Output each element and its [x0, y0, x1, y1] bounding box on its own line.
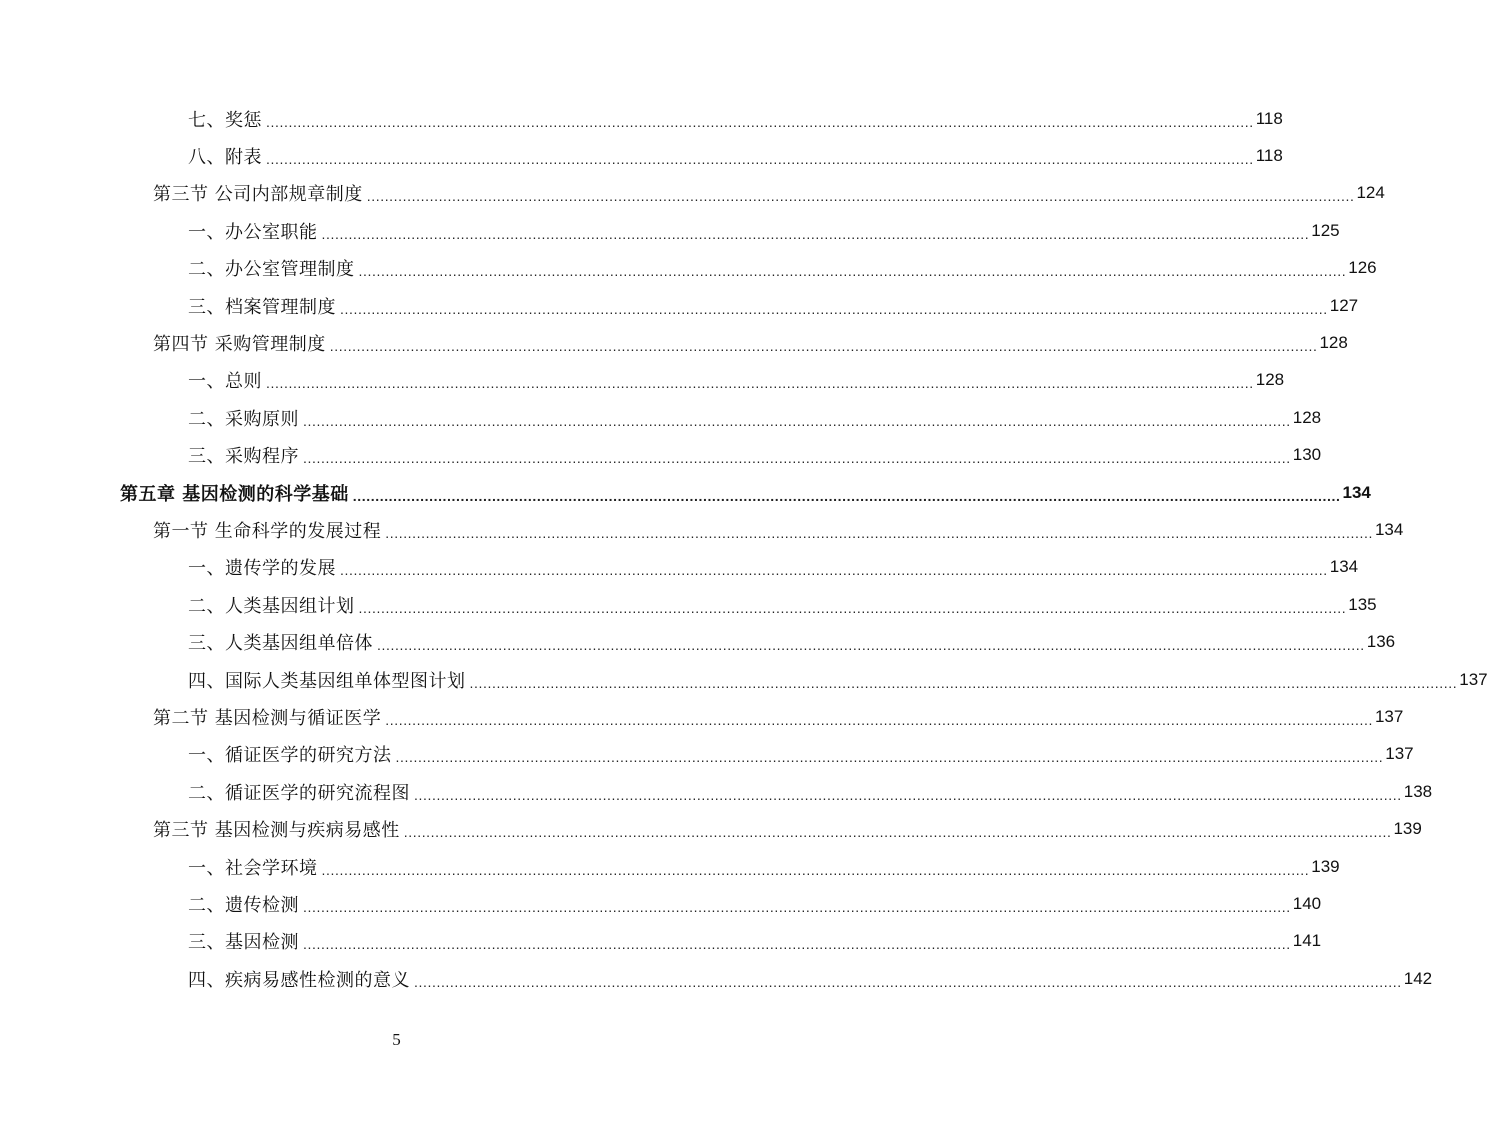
toc-entry-page-number: 128 — [1255, 370, 1285, 390]
toc-entry-page-number: 128 — [1292, 407, 1322, 427]
toc-entry-title: 四、国际人类基因组单体型图计划 — [188, 670, 466, 692]
toc-entry-item[interactable] — [0, 437, 1322, 474]
toc-entry-item[interactable] — [0, 773, 1433, 810]
toc-entry-item[interactable] — [0, 960, 1433, 997]
toc-entry-chapter[interactable] — [0, 474, 1371, 511]
toc-leader-dots: ............................................................................................................................................................................................................................ — [266, 375, 1254, 392]
toc-entry-item[interactable] — [0, 549, 1359, 586]
toc-entry-title: 一、遗传学的发展 — [188, 558, 336, 580]
toc-entry-title: 三、基因检测 — [188, 932, 299, 954]
toc-entry-title: 第三节 公司内部规章制度 — [153, 184, 363, 206]
toc-leader-dots: ............................................................................................................................................................................................................................ — [303, 898, 1291, 915]
toc-leader-dots: ............................................................................................................................................................................................................................ — [266, 113, 1254, 130]
toc-entry-title: 二、人类基因组计划 — [188, 595, 355, 617]
toc-leader-dots: ............................................................................................................................................................................................................................ — [385, 711, 1373, 728]
toc-entry-section[interactable] — [0, 511, 1404, 548]
toc-entry-title: 一、办公室职能 — [188, 221, 318, 243]
toc-entry-page-number: 127 — [1329, 295, 1359, 315]
toc-entry-item[interactable] — [0, 736, 1414, 773]
toc-entry-title: 第一节 生命科学的发展过程 — [153, 520, 382, 542]
toc-entry-page-number: 138 — [1403, 781, 1433, 801]
toc-leader-dots: ............................................................................................................................................................................................................................ — [352, 487, 1341, 504]
toc-entry-title: 一、总则 — [188, 371, 262, 393]
toc-entry-item[interactable] — [0, 362, 1285, 399]
toc-leader-dots: ............................................................................................................................................................................................................................ — [395, 749, 1384, 766]
toc-entry-item[interactable] — [0, 100, 1283, 137]
toc-entry-title: 三、人类基因组单倍体 — [188, 633, 373, 655]
toc-entry-page-number: 137 — [1385, 744, 1414, 764]
toc-leader-dots: ............................................................................................................................................................................................................................ — [377, 637, 1365, 654]
toc-entry-item[interactable] — [0, 586, 1377, 623]
toc-leader-dots: ............................................................................................................................................................................................................................ — [366, 188, 1355, 205]
toc-leader-dots: ............................................................................................................................................................................................................................ — [358, 599, 1347, 616]
toc-entry-title: 八、附表 — [188, 147, 262, 169]
toc-leader-dots: ............................................................................................................................................................................................................................ — [266, 151, 1254, 168]
toc-entry-section[interactable] — [0, 175, 1385, 212]
toc-entry-page-number: 126 — [1348, 258, 1377, 278]
toc-entry-item[interactable] — [0, 923, 1322, 960]
toc-leader-dots: ............................................................................................................................................................................................................................ — [321, 225, 1310, 242]
toc-entry-title: 一、社会学环境 — [188, 857, 318, 879]
toc-entry-item[interactable] — [0, 848, 1340, 885]
toc-entry-page-number: 137 — [1374, 706, 1404, 726]
toc-entry-item[interactable] — [0, 137, 1283, 174]
toc-entry-title: 二、循证医学的研究流程图 — [188, 782, 410, 804]
toc-entry-page-number: 134 — [1374, 519, 1404, 539]
toc-entry-page-number: 140 — [1292, 893, 1322, 913]
toc-entry-title: 第五章 基因检测的科学基础 — [120, 483, 349, 505]
toc-entry-title: 四、疾病易感性检测的意义 — [188, 969, 410, 991]
toc-entry-page-number: 139 — [1311, 856, 1340, 876]
toc-entry-page-number: 137 — [1459, 669, 1488, 689]
toc-leader-dots: ............................................................................................................................................................................................................................ — [469, 674, 1458, 691]
toc-entry-title: 二、办公室管理制度 — [188, 259, 355, 281]
toc-leader-dots: ............................................................................................................................................................................................................................ — [303, 412, 1291, 429]
toc-entry-item[interactable] — [0, 212, 1340, 249]
toc-entry-title: 一、循证医学的研究方法 — [188, 745, 392, 767]
toc-leader-dots: ............................................................................................................................................................................................................................ — [414, 973, 1402, 990]
toc-entry-item[interactable] — [0, 399, 1322, 436]
toc-leader-dots: ............................................................................................................................................................................................................................ — [358, 263, 1347, 280]
toc-entry-page-number: 141 — [1292, 931, 1322, 951]
toc-entry-page-number: 142 — [1403, 968, 1433, 988]
toc-leader-dots: ............................................................................................................................................................................................................................ — [340, 562, 1328, 579]
toc-entry-title: 第四节 采购管理制度 — [153, 334, 326, 356]
toc-entry-item[interactable] — [0, 885, 1322, 922]
toc-entry-section[interactable] — [0, 324, 1348, 361]
toc-leader-dots: ............................................................................................................................................................................................................................ — [385, 524, 1373, 541]
toc-entry-page-number: 135 — [1348, 594, 1377, 614]
toc-entry-title: 第二节 基因检测与循证医学 — [153, 707, 382, 729]
toc-leader-dots: ............................................................................................................................................................................................................................ — [340, 300, 1328, 317]
toc-entry-item[interactable] — [0, 623, 1396, 660]
toc-entry-item[interactable] — [0, 250, 1377, 287]
toc-entry-title: 第三节 基因检测与疾病易感性 — [153, 820, 400, 842]
toc-entry-title: 三、档案管理制度 — [188, 296, 336, 318]
toc-entry-section[interactable] — [0, 810, 1422, 847]
table-of-contents — [0, 100, 1488, 997]
toc-leader-dots: ............................................................................................................................................................................................................................ — [321, 861, 1310, 878]
toc-entry-page-number: 118 — [1255, 146, 1283, 166]
toc-entry-title: 二、遗传检测 — [188, 894, 299, 916]
toc-leader-dots: ............................................................................................................................................................................................................................ — [414, 786, 1402, 803]
toc-entry-title: 七、奖惩 — [188, 109, 262, 131]
toc-entry-page-number: 136 — [1366, 632, 1396, 652]
page-number: 5 — [392, 1030, 401, 1049]
toc-entry-title: 二、采购原则 — [188, 408, 299, 430]
toc-entry-section[interactable] — [0, 698, 1404, 735]
toc-entry-page-number: 124 — [1356, 183, 1385, 203]
toc-entry-page-number: 125 — [1311, 220, 1340, 240]
toc-leader-dots: ............................................................................................................................................................................................................................ — [303, 450, 1291, 467]
toc-leader-dots: ............................................................................................................................................................................................................................ — [329, 338, 1318, 355]
toc-entry-page-number: 118 — [1255, 108, 1283, 128]
toc-entry-title: 三、采购程序 — [188, 446, 299, 468]
toc-entry-item[interactable] — [0, 661, 1488, 698]
toc-entry-item[interactable] — [0, 287, 1359, 324]
toc-leader-dots: ............................................................................................................................................................................................................................ — [303, 936, 1291, 953]
toc-entry-page-number: 130 — [1292, 445, 1322, 465]
toc-leader-dots: ............................................................................................................................................................................................................................ — [403, 824, 1392, 841]
toc-entry-page-number: 128 — [1319, 333, 1348, 353]
toc-entry-page-number: 139 — [1393, 819, 1422, 839]
toc-entry-page-number: 134 — [1329, 557, 1359, 577]
toc-entry-page-number: 134 — [1342, 482, 1371, 502]
